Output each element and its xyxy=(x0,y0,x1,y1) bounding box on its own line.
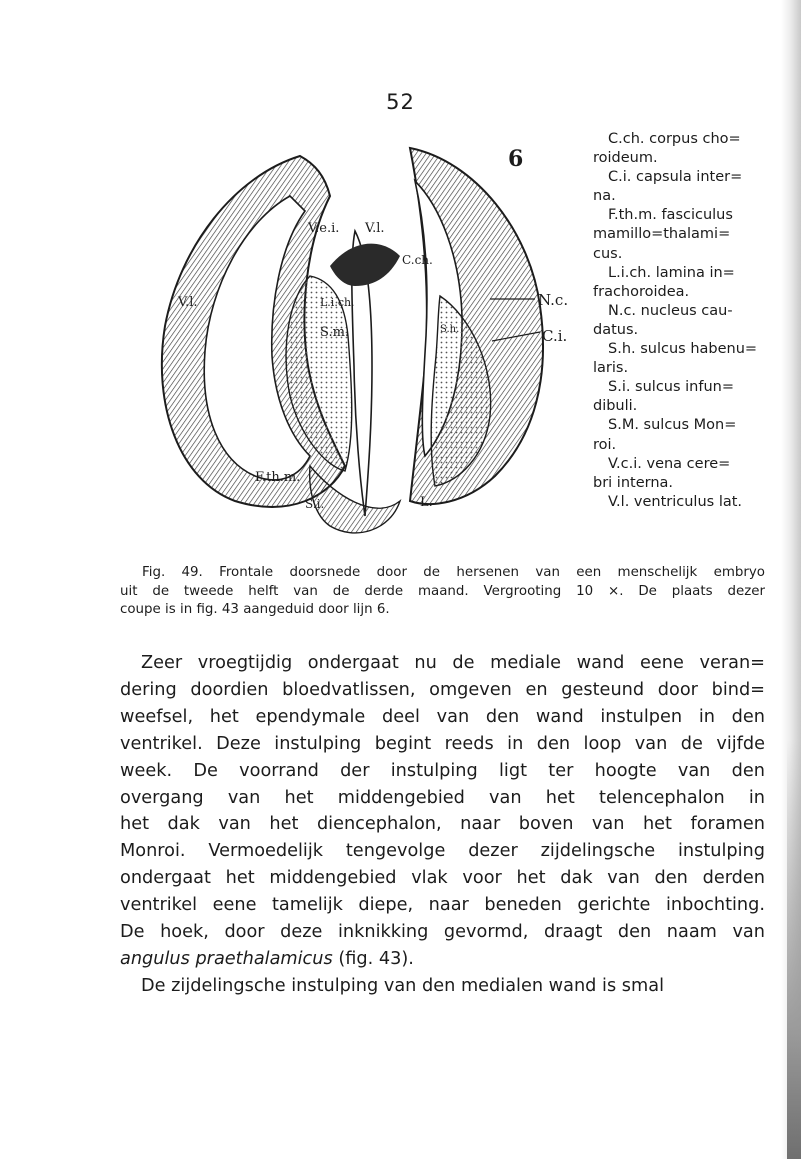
legend-entry xyxy=(593,378,778,416)
label-l: L. xyxy=(420,495,433,510)
legend-line: roi. xyxy=(593,436,617,453)
label-f-th-m: F.th.m. xyxy=(255,470,301,485)
legend-line: V.c.i. vena cere= xyxy=(608,455,731,472)
label-s-h: S.h. xyxy=(440,324,460,335)
label-s-i: S.i. xyxy=(305,497,325,511)
label-v-l-top: V.l. xyxy=(365,221,385,236)
legend-line: S.i. sulcus infun= xyxy=(608,379,735,396)
legend-line: roideum. xyxy=(593,150,658,167)
legend-entry xyxy=(593,206,778,263)
legend-line: C.i. capsula inter= xyxy=(608,169,743,186)
body-line: week. De voorrand der instulping ligt ter hoogte van den xyxy=(120,760,765,781)
caption-line: coupe is in fig. 43 aangeduid door lijn 6. xyxy=(120,602,390,617)
term-angulus-praethalamicus: angulus praethalamicus xyxy=(120,948,333,969)
legend-entry xyxy=(593,168,778,206)
body-line xyxy=(120,946,765,973)
choroid-plexus xyxy=(330,244,400,286)
legend-line: V.l. ventriculus lat. xyxy=(608,493,743,510)
legend-entry xyxy=(593,416,778,454)
label-v-l-left: V.l. xyxy=(178,295,198,310)
body-line: weefsel, het ependymale deel van den wand instulpen in den xyxy=(120,706,765,727)
figure-reference: (fig. 43). xyxy=(332,948,414,969)
legend-line: bri interna. xyxy=(593,474,674,491)
body-line: De zijdelingsche instulping van den medialen wand is smal xyxy=(141,975,664,996)
legend-entry xyxy=(593,302,778,340)
body-line: Zeer vroegtijdig ondergaat nu de mediale wand eene veran= xyxy=(141,653,765,673)
legend-entry xyxy=(593,493,778,512)
section-drawing xyxy=(140,136,580,556)
legend-line: N.c. nucleus cau- xyxy=(608,302,733,319)
legend-line: na. xyxy=(593,188,616,205)
legend-line: dibuli. xyxy=(593,398,638,415)
label-s-m: S.m. xyxy=(320,325,350,340)
legend-line: datus. xyxy=(593,321,639,338)
body-line: Monroi. Vermoedelijk tengevolge dezer zijdelingsche instulping xyxy=(120,841,765,862)
label-c-ch: C.ch. xyxy=(402,253,433,267)
body-line: ventrikel eene tamelijk diepe, naar beneden gerichte inbochting. xyxy=(120,895,765,916)
legend-line: cus. xyxy=(593,245,623,262)
legend-line: S.h. sulcus habenu= xyxy=(608,341,758,358)
legend-entry xyxy=(593,130,778,168)
caption-line: uit de tweede helft van de derde maand. Vergrooting 10 ×. De plaats dezer xyxy=(120,583,765,599)
label-v-e-i: V.e.i. xyxy=(308,221,340,236)
caption-line: Fig. 49. Frontale doorsnede door de hersenen van een menschelijk embryo xyxy=(142,565,765,580)
legend-line: S.M. sulcus Mon= xyxy=(608,417,737,434)
body-line: overgang van het middengebied van het telencephalon in xyxy=(120,787,765,808)
body-line: ventrikel. Deze instulping begint reeds in den loop van de vijfde xyxy=(120,733,765,754)
legend-line: F.th.m. fasciculus xyxy=(608,207,733,224)
embryo-brain-section-figure xyxy=(140,136,580,556)
body-paragraph xyxy=(120,650,765,1000)
legend-line: L.i.ch. lamina in= xyxy=(608,264,735,281)
legend-entry xyxy=(593,340,778,378)
label-n-c: N.c. xyxy=(538,291,569,309)
figure-number: 6 xyxy=(508,146,524,172)
legend-line: mamillo=thalami= xyxy=(593,226,731,243)
body-line: De hoek, door deze inknikking gevormd, draagt den naam van xyxy=(120,922,765,943)
legend-entry xyxy=(593,264,778,302)
page-edge-shadow xyxy=(781,0,801,1159)
legend-line: laris. xyxy=(593,360,629,377)
label-c-i: C.i. xyxy=(542,327,568,345)
legend-line: frachoroidea. xyxy=(593,283,690,300)
abbreviation-legend xyxy=(593,130,778,512)
figure-caption xyxy=(120,564,765,620)
label-l-i-ch: L.i.ch. xyxy=(320,296,355,309)
legend-line: C.ch. corpus cho= xyxy=(608,131,741,147)
page-number: 52 xyxy=(386,90,415,114)
body-line: dering doordien bloedvatlissen, omgeven en gesteund door bind= xyxy=(120,679,765,700)
legend-entry xyxy=(593,455,778,493)
body-line: ondergaat het middengebied vlak voor het dak van den derden xyxy=(120,868,765,889)
body-line: het dak van het diencephalon, naar boven van het foramen xyxy=(120,814,765,835)
